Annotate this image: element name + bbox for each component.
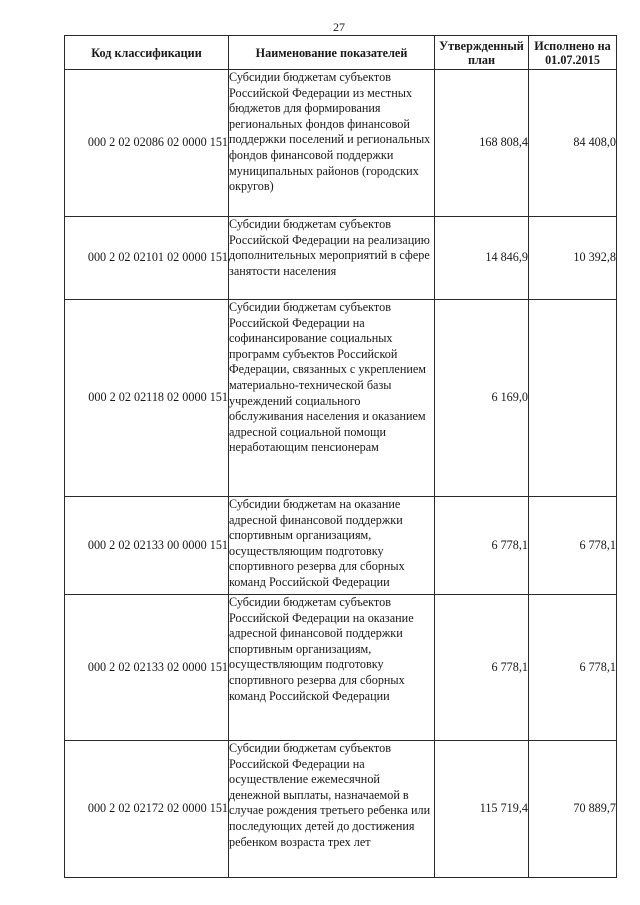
table-header-row [65, 36, 617, 70]
row-plan: 115 719,4 [435, 741, 529, 878]
header-name: Наименование показателей [229, 36, 435, 70]
row-executed: 84 408,0 [529, 70, 617, 217]
row-code: 000 2 02 02133 02 0000 151 [65, 595, 229, 741]
row-plan: 6 169,0 [435, 300, 529, 497]
table-row [65, 741, 617, 878]
row-name: Субсидии бюджетам субъектов Российской Федерации на реализацию дополнительных мероприятий в сфере занятости населения [229, 217, 435, 300]
budget-table [64, 35, 617, 878]
row-plan: 14 846,9 [435, 217, 529, 300]
table-row [65, 595, 617, 741]
row-name: Субсидии бюджетам субъектов Российской Федерации на софинансирование социальных программ субъектов Российской Федерации, связанных с укреплением материально-технической базы учреждений социального обслуживания населения и оказанием адресной социальной помощи неработающим пенсионерам [229, 300, 435, 497]
row-executed: 6 778,1 [529, 497, 617, 595]
table-row [65, 70, 617, 217]
row-name: Субсидии бюджетам субъектов Российской Федерации из местных бюджетов для формирования региональных фондов финансовой поддержки поселений и региональных фондов финансовой поддержки муниципальных районов (городских округов) [229, 70, 435, 217]
row-name: Субсидии бюджетам субъектов Российской Федерации на осуществление ежемесячной денежной выплаты, назначаемой в случае рождения третьего ребенка или последующих детей до достижения ребенком возраста трех лет [229, 741, 435, 878]
row-executed: 10 392,8 [529, 217, 617, 300]
row-code: 000 2 02 02086 02 0000 151 [65, 70, 229, 217]
table-row [65, 300, 617, 497]
table-row [65, 217, 617, 300]
row-executed: 70 889,7 [529, 741, 617, 878]
row-code: 000 2 02 02133 00 0000 151 [65, 497, 229, 595]
page-number: 27 [333, 20, 345, 34]
row-plan: 168 808,4 [435, 70, 529, 217]
row-code: 000 2 02 02172 02 0000 151 [65, 741, 229, 878]
header-code: Код классификации [65, 36, 229, 70]
row-name: Субсидии бюджетам субъектов Российской Федерации на оказание адресной финансовой поддержки спортивным организациям, осуществляющим подготовку спортивного резерва для сборных команд Российской Федерации [229, 595, 435, 741]
row-plan: 6 778,1 [435, 595, 529, 741]
row-plan: 6 778,1 [435, 497, 529, 595]
row-executed [529, 300, 617, 497]
row-code: 000 2 02 02101 02 0000 151 [65, 217, 229, 300]
header-plan: Утвержденный план [435, 36, 529, 70]
row-executed: 6 778,1 [529, 595, 617, 741]
row-name: Субсидии бюджетам на оказание адресной финансовой поддержки спортивным организациям, осуществляющим подготовку спортивного резерва для сборных команд Российской Федерации [229, 497, 435, 595]
header-executed: Исполнено на 01.07.2015 [529, 36, 617, 70]
row-code: 000 2 02 02118 02 0000 151 [65, 300, 229, 497]
table-row [65, 497, 617, 595]
